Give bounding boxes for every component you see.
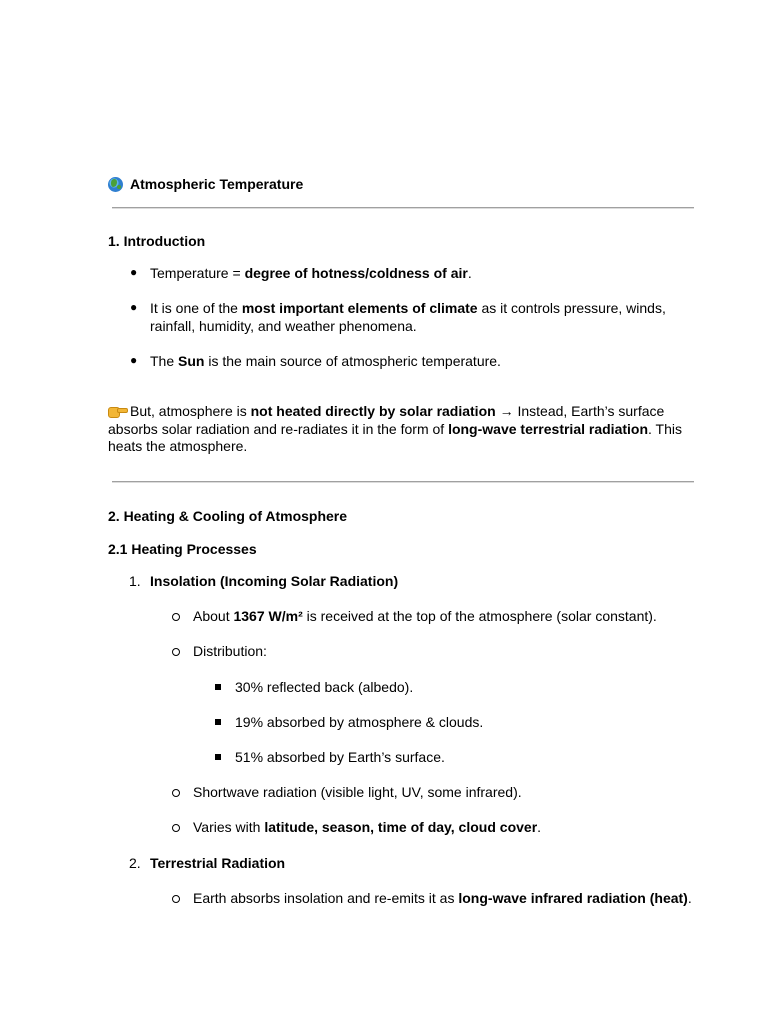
- note-paragraph-line: absorbs solar radiation and re-radiates it in the form of long-wave terrestrial radiation. This: [108, 421, 682, 437]
- list-item: Earth absorbs insolation and re-emits it as long-wave infrared radiation (heat).: [193, 890, 692, 906]
- bullet-dot: ●: [130, 353, 138, 367]
- circle-bullet: [172, 648, 180, 656]
- list-item: 30% reflected back (albedo).: [235, 679, 414, 695]
- square-bullet: [215, 684, 221, 690]
- list-item-continuation: rainfall, humidity, and weather phenomena.: [150, 318, 417, 334]
- list-item: Distribution:: [193, 643, 267, 659]
- note-paragraph: But, atmosphere is not heated directly by solar radiation → Instead, Earth’s surface: [108, 402, 664, 420]
- document-title: Atmospheric Temperature: [108, 176, 303, 192]
- list-item: About 1367 W/m² is received at the top of the atmosphere (solar constant).: [193, 608, 657, 624]
- pointing-hand-icon: [108, 405, 126, 417]
- numbered-item-label: Insolation (Incoming Solar Radiation): [150, 573, 399, 589]
- note-paragraph-line: heats the atmosphere.: [108, 438, 248, 454]
- divider: [112, 481, 694, 483]
- circle-bullet: [172, 895, 180, 903]
- list-item: The Sun is the main source of atmospheric temperature.: [150, 353, 501, 369]
- square-bullet: [215, 719, 221, 725]
- list-item: Shortwave radiation (visible light, UV, some infrared).: [193, 784, 522, 800]
- section-heading: 2. Heating & Cooling of Atmosphere: [108, 508, 348, 524]
- divider: [112, 207, 694, 209]
- circle-bullet: [172, 824, 180, 832]
- square-bullet: [215, 754, 221, 760]
- circle-bullet: [172, 613, 180, 621]
- list-number: 2.: [129, 855, 141, 871]
- numbered-item-label: Terrestrial Radiation: [150, 855, 286, 871]
- circle-bullet: [172, 789, 180, 797]
- list-item: 51% absorbed by Earth’s surface.: [235, 749, 445, 765]
- list-item: Temperature = degree of hotness/coldness of air.: [150, 265, 472, 281]
- list-item: Varies with latitude, season, time of day, cloud cover.: [193, 819, 542, 835]
- list-item: 19% absorbed by atmosphere & clouds.: [235, 714, 484, 730]
- subsection-heading: 2.1 Heating Processes: [108, 541, 257, 557]
- bullet-dot: ●: [130, 300, 138, 314]
- list-number: 1.: [129, 573, 141, 589]
- list-item: It is one of the most important elements of climate as it controls pressure, winds,: [150, 300, 666, 316]
- globe-icon: [108, 177, 123, 192]
- section-heading: 1. Introduction: [108, 233, 206, 249]
- bullet-dot: ●: [130, 265, 138, 279]
